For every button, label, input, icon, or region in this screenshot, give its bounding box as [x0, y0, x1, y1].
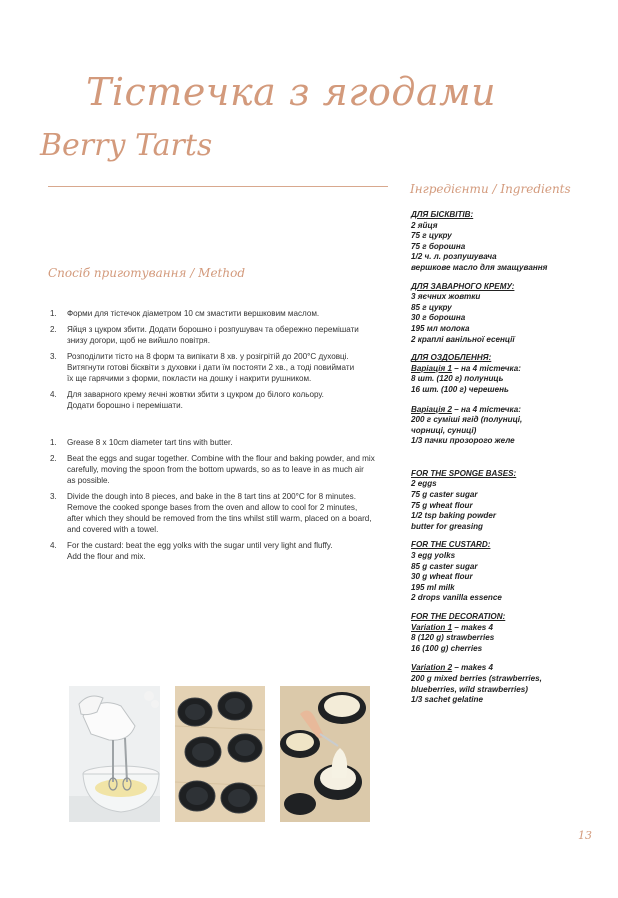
- method-step: [50, 437, 390, 448]
- step-text: Форми для тістечок діаметром 10 см змастити вершковим маслом.: [67, 309, 320, 318]
- variation-label: Варіація 2: [411, 404, 453, 414]
- variation-heading: [411, 405, 611, 416]
- method-step: [50, 491, 390, 535]
- ingredient-item: 75 г борошна: [411, 241, 466, 251]
- step-number: 2.: [50, 325, 57, 334]
- ingredient-item: blueberries, wild strawberries): [411, 684, 528, 694]
- step-text: Grease 8 x 10cm diameter tart tins with butter.: [67, 438, 233, 447]
- ingredient-item: 75 g caster sugar: [411, 490, 478, 500]
- variation-yield: – makes 4: [452, 622, 494, 632]
- ingredient-item: 30 г борошна: [411, 313, 466, 323]
- ingredient-item: вершкове масло для змащування: [411, 262, 548, 272]
- step-text: For the custard: beat the egg yolks with the sugar until very light and fluffy. Add the flour and mix.: [67, 541, 333, 561]
- step-number: 4.: [50, 541, 57, 550]
- step-text: Розподілити тісто на 8 форм та випікати 8 хв. у розігрітій до 200°С духовці. Витягнути готові бісквіти з духовки і дати їм постояти 2 хв., а тоді повиймати їх ще гарячими з форми, покласти на дошку і накрити рушником.: [67, 352, 355, 383]
- ingredient-item: 2 eggs: [411, 479, 437, 489]
- step-text: Beat the eggs and sugar together. Combine with the flour and baking powder, and mix carefully, moving the spoon from the bottom upwards, so as to leave in as much air as possible.: [67, 454, 375, 485]
- ingredient-item: 3 яєчних жовтки: [411, 292, 481, 302]
- variation-heading: [411, 663, 611, 674]
- ingredient-item: 2 яйця: [411, 220, 438, 230]
- method-step: [50, 351, 390, 384]
- title-english: Berry Tarts: [40, 128, 213, 163]
- ingredient-item: 2 drops vanilla essence: [411, 593, 502, 603]
- ingredient-group-ua-custard: [411, 282, 611, 346]
- ingredient-item: 200 g mixed berries (strawberries,: [411, 673, 542, 683]
- method-heading: Спосіб приготування / Method: [48, 266, 246, 280]
- ingredient-group-title: ДЛЯ ОЗДОБЛЕННЯ:: [411, 353, 492, 363]
- step-text: Яйця з цукром збити. Додати борошно і розпушувач та обережно перемішати знизу догори, щоб не вийшло повітря.: [67, 325, 359, 345]
- custard-pouring-photo: [280, 686, 370, 822]
- ingredient-item: 2 краплі ванільної есенції: [411, 334, 515, 344]
- variation-heading: [411, 623, 611, 634]
- ingredient-group-title: ДЛЯ ЗАВАРНОГО КРЕМУ:: [411, 281, 515, 291]
- ingredient-item: 195 мл молока: [411, 323, 470, 333]
- step-number: 2.: [50, 454, 57, 463]
- ingredient-item: 1/3 sachet gelatine: [411, 695, 483, 705]
- ingredient-group-en-custard: [411, 540, 611, 604]
- step-number: 1.: [50, 438, 57, 447]
- ingredients-list: [411, 210, 611, 714]
- ingredient-item: 85 g caster sugar: [411, 561, 478, 571]
- ingredient-item: butter for greasing: [411, 521, 483, 531]
- ingredient-group-title: FOR THE CUSTARD:: [411, 540, 491, 550]
- ingredient-item: 30 g wheat flour: [411, 572, 473, 582]
- ingredient-item: 85 г цукру: [411, 302, 452, 312]
- step-number: 4.: [50, 390, 57, 399]
- ingredient-group-title: ДЛЯ БІСКВІТІВ:: [411, 210, 474, 219]
- ingredient-group-en-decoration: [411, 612, 611, 706]
- ingredient-item: 200 г суміші ягід (полуниці,: [411, 415, 523, 425]
- ingredients-heading: Інгредієнти / Ingredients: [410, 182, 571, 196]
- step-number: 3.: [50, 352, 57, 361]
- ingredient-item: 8 шт. (120 г) полуниць: [411, 374, 504, 384]
- ingredient-item: 1/2 tsp baking powder: [411, 511, 497, 521]
- ingredient-group-title: FOR THE DECORATION:: [411, 612, 506, 621]
- ingredient-group-en-sponge: [411, 469, 611, 533]
- step-number: 3.: [50, 492, 57, 501]
- step-text: Divide the dough into 8 pieces, and bake in the 8 tart tins at 200°C for 8 minutes. Remove the cooked sponge bases from the oven and allow to cool for 2 minutes, after which they should be removed from the tins whilst still warm, placed on a board, and covered with a towel.: [67, 492, 372, 534]
- ingredient-group-ua-sponge: [411, 210, 611, 274]
- variation-label: Variation 1: [411, 622, 453, 632]
- ingredient-item: 75 g wheat flour: [411, 500, 473, 510]
- title-divider: [48, 186, 388, 187]
- variation-yield: – makes 4: [452, 663, 494, 673]
- tart-tins-photo: [175, 686, 265, 822]
- variation-label: Variation 2: [411, 663, 453, 673]
- ingredient-item: чорниці, суниці): [411, 425, 477, 435]
- ingredient-group-ua-decoration: [411, 353, 611, 447]
- ingredient-item: 3 egg yolks: [411, 551, 456, 561]
- ingredient-item: 16 (100 g) cherries: [411, 643, 483, 653]
- ingredient-item: 8 (120 g) strawberries: [411, 633, 495, 643]
- title-ukrainian: Тістечка з ягодами: [86, 70, 497, 114]
- method-step: [50, 308, 390, 319]
- ingredient-item: 195 ml milk: [411, 582, 455, 592]
- method-step: [50, 453, 390, 486]
- variation-yield: – на 4 тістечка:: [452, 404, 521, 414]
- ingredient-item: 16 шт. (100 г) черешень: [411, 384, 509, 394]
- ingredient-item: 1/3 пачки прозорого желе: [411, 436, 515, 446]
- method-steps-english: [50, 437, 390, 567]
- variation-label: Варіація 1: [411, 363, 453, 373]
- method-step: [50, 324, 390, 346]
- ingredient-group-title: FOR THE SPONGE BASES:: [411, 468, 517, 478]
- hand-mixer-photo: [69, 686, 160, 822]
- method-step: [50, 389, 390, 411]
- ingredient-item: 1/2 ч. л. розпушувача: [411, 252, 497, 262]
- page-number: 13: [578, 829, 592, 842]
- ingredient-item: 75 г цукру: [411, 231, 452, 241]
- step-number: 1.: [50, 309, 57, 318]
- variation-yield: – на 4 тістечка:: [452, 363, 521, 373]
- method-step: [50, 540, 390, 562]
- variation-heading: [411, 364, 611, 375]
- step-text: Для заварного крему яєчні жовтки збити з цукром до білого кольору. Додати борошно і перемішати.: [67, 390, 324, 410]
- method-steps-ukrainian: [50, 308, 390, 416]
